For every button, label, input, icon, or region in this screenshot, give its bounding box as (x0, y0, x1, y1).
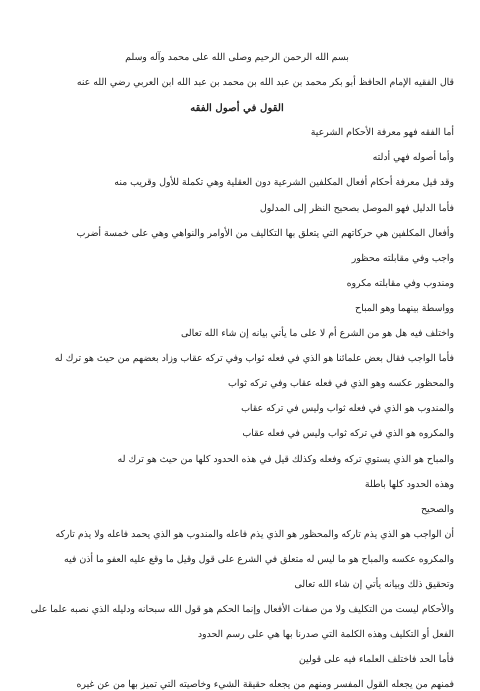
text-line: فمنهم من يجعله القول المفسر ومنهم من يجعله حقيقة الشيء وخاصيته التي تميز بها من عن غيره (76, 679, 454, 691)
text-line: والمحظور عكسه وهو الذي في فعله عقاب وفي تركه ثواب (228, 378, 454, 390)
text-line: والمندوب هو الذي في فعله ثواب وليس في تركه عقاب (241, 403, 454, 415)
text-line: والمكروه عكسه والمباح هو ما ليس له متعلق في الشرع على قول وقيل ما وقع عليه العفو ما أذن فيه (64, 553, 454, 565)
text-line: وتحقيق ذلك وبيانه يأتي إن شاء الله تعالى (294, 578, 454, 590)
text-line: ومندوب وفي مقابلته مكروه (346, 277, 454, 289)
text-line: والمباح هو الذي يستوي تركه وفعله وكذلك قيل في هذه الحدود كلها من حيث هو ترك له (117, 453, 454, 465)
text-line: وأما أصوله فهي أدلته (372, 152, 454, 164)
text-line: أن الواجب هو الذي يذم تاركه والمحظور هو الذي يذم فاعله والمندوب هو الذي يحمد فاعله ولا يذم تاركه (55, 528, 454, 540)
text-line: والأحكام ليست من التكليف ولا من صفات الأفعال وإنما الحكم هو قول الله سبحانه ودليله الذي نصبه علما على (30, 604, 454, 616)
text-line: فأما الدليل فهو الموصل بصحيح النظر إلى المدلول (259, 202, 454, 214)
text-line: والمكروه هو الذي في تركه ثواب وليس في فعله عقاب (242, 428, 454, 440)
text-line: وواسطة بينهما وهو المباح (355, 302, 454, 314)
text-line: الفعل أو التكليف وهذه الكلمة التي صدرنا بها هي على رسم الحدود (197, 629, 454, 641)
section-heading: القول في أصول الفقه (190, 102, 284, 115)
text-line: فأما الواجب فقال بعض علمائنا هو الذي في فعله ثواب وفي تركه عقاب وزاد بعضهم من حيث هو ترك له (54, 353, 454, 365)
text-line: وأفعال المكلفين هي حركاتهم التي يتعلق بها التكاليف من الأوامر والنواهي وهي على خمسة أضرب (76, 227, 454, 239)
basmala-line: بسم الله الرحمن الرحيم وصلى الله على محمد وآله وسلم (125, 52, 349, 63)
text-line: وهذه الحدود كلها باطلة (364, 478, 454, 490)
text-line: أما الفقه فهو معرفة الأحكام الشرعية (310, 127, 454, 139)
document-body (20, 52, 454, 691)
text-line: وقد قيل معرفة أحكام أفعال المكلفين الشرعية دون العقلية وهي تكملة للأول وقريب منه (114, 177, 454, 189)
text-line: واجب وفي مقابلته محظور (351, 252, 454, 264)
text-line: والصحيح (420, 503, 454, 515)
text-line: فأما الحد فاختلف العلماء فيه على قولين (298, 654, 454, 666)
author-line: قال الفقيه الإمام الحافظ أبو بكر محمد بن عبد الله بن محمد بن عبد الله ابن العربي رضي الله عنه (76, 77, 454, 89)
text-line: واختلف فيه هل هو من الشرع أم لا على ما يأتي بيانه إن شاء الله تعالى (180, 328, 454, 340)
